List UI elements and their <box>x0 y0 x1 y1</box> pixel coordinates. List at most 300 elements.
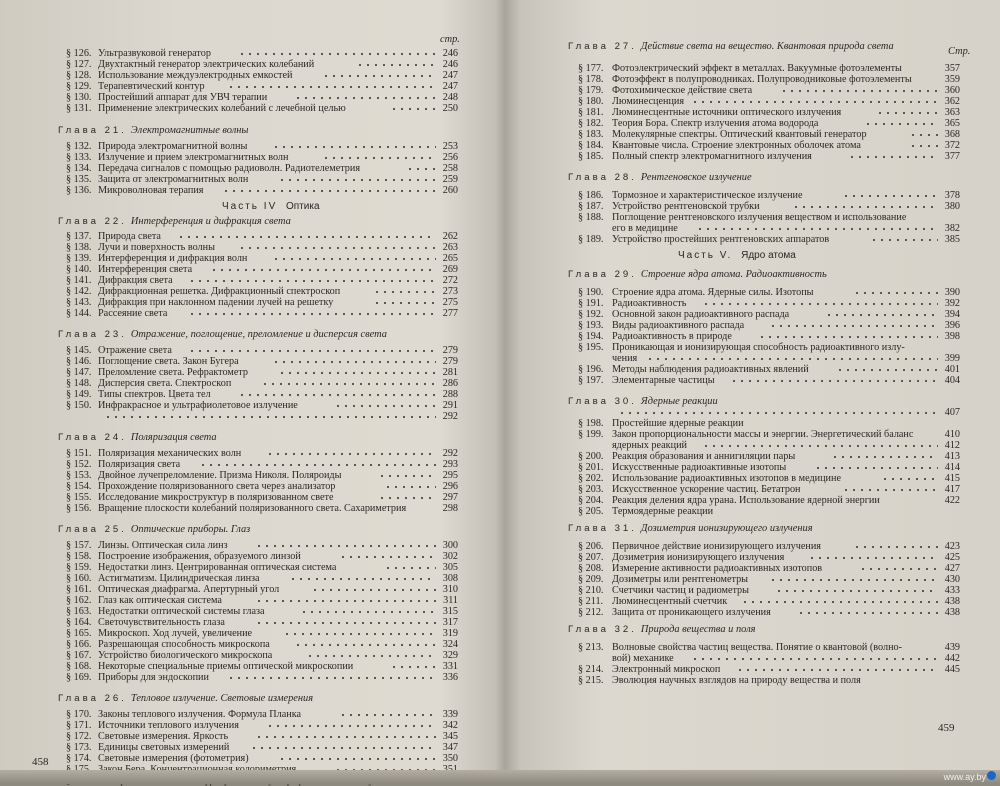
section-number: § 195. <box>578 342 604 353</box>
section-number: § 131. <box>66 103 92 114</box>
section-title: Рассеяние света <box>98 308 168 319</box>
section-title: Защита от проникающего излучения <box>612 607 771 618</box>
toc-entry <box>0 492 500 503</box>
dot-leader <box>278 179 436 181</box>
toc-entry <box>0 231 500 242</box>
section-title: Дозиметрия ионизирующего излучения <box>612 552 785 563</box>
dot-leader <box>250 747 436 749</box>
page-ref: 385 <box>944 234 960 245</box>
section-number: § 135. <box>66 174 92 185</box>
dot-leader <box>702 303 938 305</box>
toc-entry <box>0 59 500 70</box>
section-title: Источники теплового излучения <box>98 720 239 731</box>
section-title: Методы наблюдения радиоактивных явлений <box>612 364 809 375</box>
section-number: § 171. <box>66 720 92 731</box>
chapter-title: Дозиметрия ионизирующего излучения <box>640 523 813 534</box>
toc-entry <box>0 470 500 481</box>
dot-leader <box>390 108 436 110</box>
section-title: Измерение активности радиоактивных изотопов <box>612 563 823 574</box>
toc-entry <box>0 264 500 275</box>
toc-entry <box>508 585 1000 596</box>
chapter-label: Глава 27. <box>568 41 637 52</box>
page-ref: 329 <box>442 650 458 661</box>
right-page <box>508 0 1000 784</box>
section-number: § 193. <box>578 320 604 331</box>
section-title: Недостатки оптической системы глаза <box>98 606 265 617</box>
page-ref: 263 <box>442 242 458 253</box>
page-edges <box>0 770 1000 784</box>
page-ref: 262 <box>442 231 458 242</box>
page-ref: 272 <box>442 275 458 286</box>
section-number: § 159. <box>66 562 92 573</box>
page-ref: 315 <box>442 606 458 617</box>
dot-leader <box>210 269 436 271</box>
section-title: вой) механике <box>612 653 674 664</box>
toc-entry <box>508 506 1000 517</box>
page-ref: 399 <box>944 353 960 364</box>
section-number: § 198. <box>578 418 604 429</box>
chapter-heading <box>58 524 250 535</box>
section-number: § 160. <box>66 573 92 584</box>
section-title: Проникающая и ионизирующая способность радиоактивного излу- <box>612 342 905 353</box>
dot-leader <box>177 236 436 238</box>
dot-leader <box>390 666 436 668</box>
dot-leader <box>406 168 436 170</box>
section-number: § 203. <box>578 484 604 495</box>
dot-leader <box>238 53 436 55</box>
section-title: Природа света <box>98 231 161 242</box>
page-ref: 422 <box>944 495 960 506</box>
page-ref: 247 <box>442 81 458 92</box>
dot-leader <box>266 453 436 455</box>
section-title: Прохождение поляризованного света через анализатор <box>98 481 336 492</box>
toc-entry <box>508 451 1000 462</box>
dot-leader <box>758 336 938 338</box>
toc-entry <box>0 185 500 196</box>
dot-leader <box>188 313 436 315</box>
page-ref: 273 <box>442 286 458 297</box>
section-title: Искусственные радиоактивные изотопы <box>612 462 787 473</box>
dot-leader <box>859 568 938 570</box>
dot-leader <box>842 195 938 197</box>
section-title: Элементарные частицы <box>612 375 715 386</box>
part-title: Оптика <box>283 201 320 212</box>
page-ref: 414 <box>944 462 960 473</box>
dot-leader <box>272 146 436 148</box>
dot-leader <box>255 622 436 624</box>
page-ref: 279 <box>442 345 458 356</box>
dot-leader <box>876 112 938 114</box>
toc-entry <box>0 152 500 163</box>
section-title: Закон пропорциональности массы и энергии. Энергетический баланс <box>612 429 914 440</box>
dot-leader <box>266 725 436 727</box>
page-ref: 253 <box>442 141 458 152</box>
section-title: Использование радиоактивных изотопов в медицине <box>612 473 841 484</box>
toc-entry <box>508 151 1000 162</box>
page-ref: 250 <box>442 103 458 114</box>
section-number: § 132. <box>66 141 92 152</box>
section-number: § 152. <box>66 459 92 470</box>
page-number: 459 <box>938 722 955 734</box>
page-ref: 265 <box>442 253 458 264</box>
dot-leader <box>278 372 436 374</box>
section-title: Полный спектр электромагнитного излучения <box>612 151 812 162</box>
page-ref: 404 <box>944 375 960 386</box>
chapter-label: Глава 26. <box>58 693 127 704</box>
section-title: Дифракционная решетка. Дифракционный спектроскоп <box>98 286 341 297</box>
chapter-heading <box>58 125 248 136</box>
page-ref: 286 <box>442 378 458 389</box>
section-title: Квантовые числа. Строение электронных оболочек атома <box>612 140 861 151</box>
section-number: § 215. <box>578 675 604 686</box>
toc-entry <box>0 720 500 731</box>
page-number: 458 <box>32 756 49 768</box>
toc-entry <box>0 174 500 185</box>
chapter-label: Глава 22. <box>58 216 127 227</box>
page-ref: 438 <box>944 596 960 607</box>
page-ref: 417 <box>944 484 960 495</box>
section-number: § 141. <box>66 275 92 286</box>
toc-entry <box>0 617 500 628</box>
section-number: § 137. <box>66 231 92 242</box>
chapter-label: Глава 23. <box>58 329 127 340</box>
section-number: § 158. <box>66 551 92 562</box>
dot-leader <box>261 383 436 385</box>
toc-entry <box>0 639 500 650</box>
section-title: Построение изображения, образуемого линзой <box>98 551 301 562</box>
dot-leader <box>255 545 436 547</box>
dot-leader <box>339 714 436 716</box>
dot-leader <box>222 190 436 192</box>
page-ref: 279 <box>442 356 458 367</box>
dot-leader <box>909 134 938 136</box>
section-number: § 163. <box>66 606 92 617</box>
toc-entry <box>0 48 500 59</box>
section-title: Применение электрических колебаний с лечебной целью <box>98 103 346 114</box>
page-ref: 357 <box>944 63 960 74</box>
page-ref: 258 <box>442 163 458 174</box>
page-ref: 362 <box>944 96 960 107</box>
toc-entry <box>0 628 500 639</box>
section-number: § 207. <box>578 552 604 563</box>
chapter-heading <box>568 396 718 407</box>
toc-entry <box>508 407 1000 418</box>
section-number: § 199. <box>578 429 604 440</box>
dot-leader <box>691 658 938 660</box>
dot-leader <box>775 590 938 592</box>
page-ref: 345 <box>442 731 458 742</box>
section-title: Излучение и прием электромагнитных волн <box>98 152 289 163</box>
section-title: Глаз как оптическая система <box>98 595 222 606</box>
toc-entry <box>0 742 500 753</box>
page-ref: 319 <box>442 628 458 639</box>
page-ref: 300 <box>442 540 458 551</box>
section-number: § 208. <box>578 563 604 574</box>
dot-leader <box>702 445 938 447</box>
dot-leader <box>836 369 938 371</box>
chapter-title: Рентгеновское излучение <box>640 172 752 183</box>
page-ref: 308 <box>442 573 458 584</box>
page-ref: 423 <box>944 541 960 552</box>
section-title: Устройство рентгеновской трубки <box>612 201 760 212</box>
toc-entry <box>508 675 1000 686</box>
toc-entry <box>508 429 1000 440</box>
chapter-title: Поляризация света <box>130 432 217 443</box>
section-number: § 196. <box>578 364 604 375</box>
page-column-label: стр. <box>440 34 460 45</box>
page-column-label: Стр. <box>948 46 971 57</box>
page-ref: 396 <box>944 320 960 331</box>
section-number: § 179. <box>578 85 604 96</box>
section-title: Устройство биологического микроскопа <box>98 650 273 661</box>
toc-entry <box>508 74 1000 85</box>
dot-leader <box>227 677 436 679</box>
page-ref: 291 <box>442 400 458 411</box>
dot-leader <box>696 228 938 230</box>
page-ref: 310 <box>442 584 458 595</box>
toc-entry <box>0 606 500 617</box>
section-number: § 206. <box>578 541 604 552</box>
toc-entry <box>0 562 500 573</box>
toc-entry <box>0 389 500 400</box>
section-number: § 157. <box>66 540 92 551</box>
toc-entry <box>508 234 1000 245</box>
section-title: Лучи и поверхность волны <box>98 242 215 253</box>
dot-leader <box>618 412 938 414</box>
page-ref: 445 <box>944 664 960 675</box>
page-ref: 247 <box>442 70 458 81</box>
page-ref: 260 <box>442 185 458 196</box>
dot-leader <box>384 567 436 569</box>
toc-entry <box>0 297 500 308</box>
section-title: его в медицине <box>612 223 678 234</box>
toc-entry <box>0 753 500 764</box>
section-title: Двухтактный генератор электрических колебаний <box>98 59 315 70</box>
dot-leader <box>384 486 436 488</box>
section-title: Радиоактивность <box>612 298 687 309</box>
section-title: Защита от электромагнитных волн <box>98 174 249 185</box>
page-ref: 292 <box>442 448 458 459</box>
section-number: § 209. <box>578 574 604 585</box>
toc-entry <box>508 320 1000 331</box>
part-title: Ядро атома <box>738 250 796 261</box>
chapter-heading <box>58 216 291 227</box>
page-ref: 392 <box>944 298 960 309</box>
section-number: § 144. <box>66 308 92 319</box>
page-ref: 347 <box>442 742 458 753</box>
dot-leader <box>848 156 938 158</box>
section-number: § 210. <box>578 585 604 596</box>
section-number: § 128. <box>66 70 92 81</box>
section-number: § 174. <box>66 753 92 764</box>
section-number: § 139. <box>66 253 92 264</box>
section-title: Виды радиоактивного распада <box>612 320 745 331</box>
section-title: Законы теплового излучения. Формула Планка <box>98 709 302 720</box>
dot-leader <box>311 589 436 591</box>
section-number: § 192. <box>578 309 604 320</box>
toc-entry <box>508 495 1000 506</box>
section-title: Световые измерения. Яркость <box>98 731 229 742</box>
dot-leader <box>730 380 938 382</box>
page-ref: 439 <box>944 642 960 653</box>
section-title: Дисперсия света. Спектроскоп <box>98 378 232 389</box>
page-ref: 336 <box>442 672 458 683</box>
section-number: § 161. <box>66 584 92 595</box>
section-title: Поглощение рентгеновского излучения веществом и использование <box>612 212 907 223</box>
page-ref: 425 <box>944 552 960 563</box>
toc-entry <box>508 129 1000 140</box>
chapter-title: Природа вещества и поля <box>640 624 756 635</box>
toc-entry <box>0 650 500 661</box>
toc-entry <box>508 223 1000 234</box>
watermark-text: www.ay.by <box>943 772 986 782</box>
page-ref: 412 <box>944 440 960 451</box>
toc-entry <box>508 462 1000 473</box>
toc-entry <box>0 70 500 81</box>
page-ref: 360 <box>944 85 960 96</box>
toc-entry <box>0 709 500 720</box>
page-ref: 298 <box>442 503 458 514</box>
section-title: Недостатки линз. Центрированная оптическая система <box>98 562 337 573</box>
section-title: Двойное лучепреломление. Призма Николя. Поляроиды <box>98 470 342 481</box>
page-ref: 275 <box>442 297 458 308</box>
dot-leader <box>646 358 938 360</box>
page-ref: 365 <box>944 118 960 129</box>
section-title: ядерных реакций <box>612 440 687 451</box>
section-title: Счетчики частиц и радиометры <box>612 585 749 596</box>
section-title: Дифракция при наклонном падении лучей на решетку <box>98 297 334 308</box>
toc-entry <box>0 584 500 595</box>
toc-entry <box>508 418 1000 429</box>
dot-leader <box>300 611 436 613</box>
toc-entry <box>508 96 1000 107</box>
section-title: Радиоактивность в природе <box>612 331 732 342</box>
toc-entry <box>0 573 500 584</box>
dot-leader <box>322 157 436 159</box>
section-title: Первичное действие ионизирующего излучения <box>612 541 821 552</box>
toc-entry <box>508 607 1000 618</box>
toc-entry <box>508 375 1000 386</box>
toc-entry <box>0 242 500 253</box>
section-title: Молекулярные спектры. Оптический квантовый генератор <box>612 129 867 140</box>
toc-entry <box>0 661 500 672</box>
page-ref: 394 <box>944 309 960 320</box>
section-title: Дифракция света <box>98 275 173 286</box>
dot-leader <box>378 475 436 477</box>
toc-entry <box>508 309 1000 320</box>
section-title: Тормозное и характеристическое излучение <box>612 190 803 201</box>
chapter-heading <box>568 172 752 183</box>
section-number: § 194. <box>578 331 604 342</box>
section-title: Люминесцентные источники оптического излучения <box>612 107 842 118</box>
page-ref: 377 <box>944 151 960 162</box>
section-number: § 143. <box>66 297 92 308</box>
toc-entry <box>508 140 1000 151</box>
section-title: Электронный микроскоп <box>612 664 721 675</box>
toc-entry <box>0 459 500 470</box>
section-title: Астигматизм. Цилиндрическая линза <box>98 573 260 584</box>
toc-entry <box>508 118 1000 129</box>
chapter-label: Глава 29. <box>568 269 637 280</box>
section-number: § 153. <box>66 470 92 481</box>
section-title: Единицы световых измерений <box>98 742 230 753</box>
toc-entry <box>0 731 500 742</box>
toc-entry <box>508 364 1000 375</box>
chapter-title: Электромагнитные волны <box>130 125 249 136</box>
toc-entry <box>0 141 500 152</box>
page-ref: 259 <box>442 174 458 185</box>
section-number: § 148. <box>66 378 92 389</box>
section-number: § 133. <box>66 152 92 163</box>
dot-leader <box>797 612 938 614</box>
page-ref: 442 <box>944 653 960 664</box>
section-title: Фотохимическое действие света <box>612 85 753 96</box>
section-title: Люминесцентный счетчик <box>612 596 728 607</box>
page-ref: 382 <box>944 223 960 234</box>
toc-entry <box>0 253 500 264</box>
section-title: Поляризация механических волн <box>98 448 242 459</box>
chapter-title: Отражение, поглощение, преломление и дисперсия света <box>130 329 387 340</box>
page-ref: 427 <box>944 563 960 574</box>
section-number: § 167. <box>66 650 92 661</box>
toc-entry <box>0 595 500 606</box>
dot-leader <box>272 258 436 260</box>
dot-leader <box>691 101 938 103</box>
dot-leader <box>283 633 436 635</box>
section-number: § 146. <box>66 356 92 367</box>
section-title: Строение ядра атома. Ядерные силы. Изотопы <box>612 287 814 298</box>
toc-entry <box>508 552 1000 563</box>
dot-leader <box>825 314 938 316</box>
section-title: Некоторые специальные приемы оптической микроскопии <box>98 661 354 672</box>
toc-entry <box>508 353 1000 364</box>
dot-leader <box>255 736 436 738</box>
toc-entry <box>508 574 1000 585</box>
section-title: Интерференция света <box>98 264 193 275</box>
toc-entry <box>0 378 500 389</box>
dot-leader <box>255 600 436 602</box>
dot-leader <box>853 546 938 548</box>
toc-entry <box>508 190 1000 201</box>
section-number: § 186. <box>578 190 604 201</box>
dot-leader <box>736 669 938 671</box>
toc-entry <box>0 275 500 286</box>
section-number: § 150. <box>66 400 92 411</box>
page-ref: 350 <box>442 753 458 764</box>
page-ref: 296 <box>442 481 458 492</box>
chapter-label: Глава 25. <box>58 524 127 535</box>
section-title: Реакция деления ядра урана. Использование ядерной энергии <box>612 495 880 506</box>
section-title: Теория Бора. Спектр излучения атома водорода <box>612 118 819 129</box>
toc-entry <box>508 563 1000 574</box>
page-ref: 246 <box>442 48 458 59</box>
part-label: Часть V. <box>678 250 733 261</box>
toc-entry <box>508 440 1000 451</box>
chapter-heading <box>58 329 387 340</box>
section-number: § 185. <box>578 151 604 162</box>
section-number: § 156. <box>66 503 92 514</box>
dot-leader <box>831 456 938 458</box>
page-ref: 342 <box>442 720 458 731</box>
page-ref: 413 <box>944 451 960 462</box>
section-number: § 182. <box>578 118 604 129</box>
toc-entry <box>0 481 500 492</box>
section-number: § 200. <box>578 451 604 462</box>
dot-leader <box>864 123 938 125</box>
chapter-title: Тепловое излучение. Световые измерения <box>130 693 314 704</box>
dot-leader <box>780 90 938 92</box>
chapter-label: Глава 28. <box>568 172 637 183</box>
